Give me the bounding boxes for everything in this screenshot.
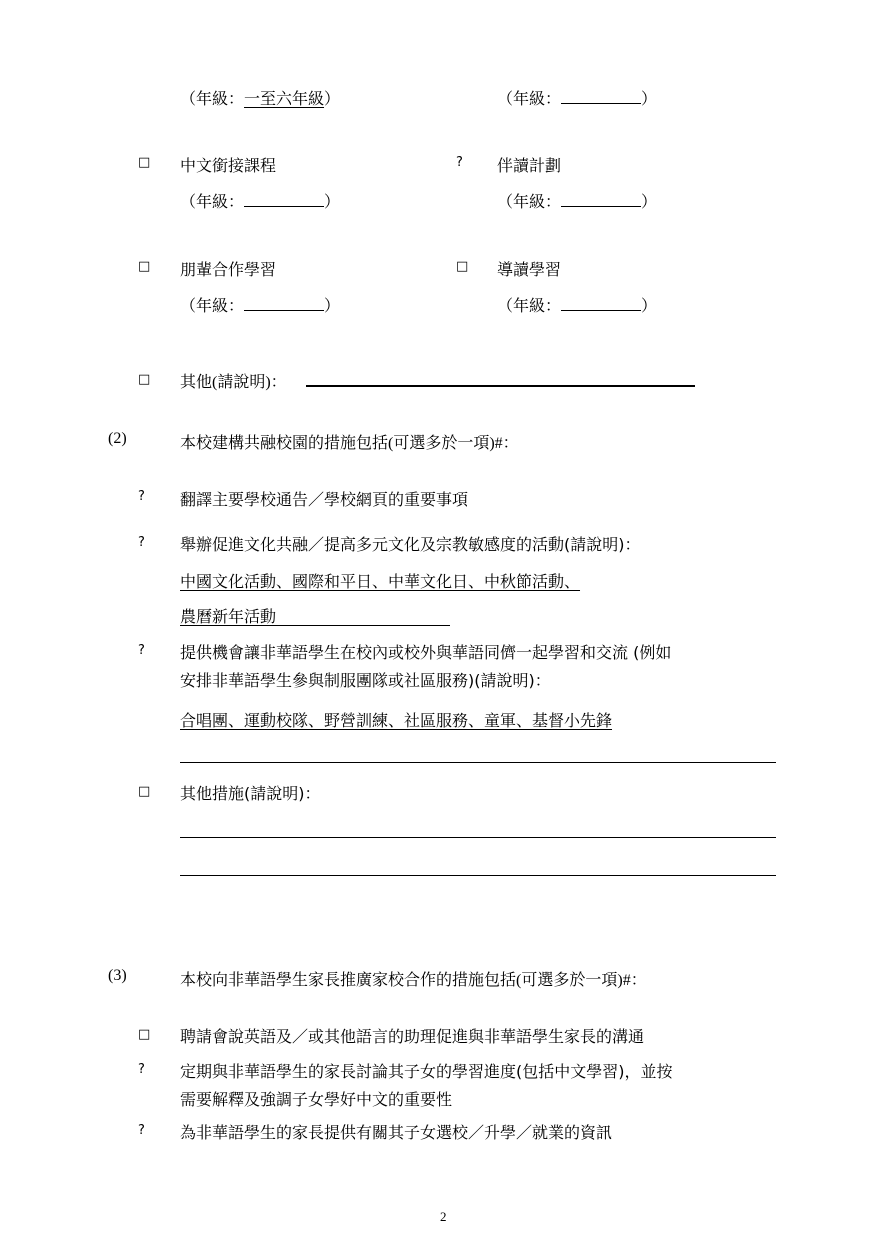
grade-blank[interactable] (561, 191, 641, 207)
answer-blank-line[interactable] (180, 837, 776, 838)
item-peer-exchange-line1: 提供機會讓非華語學生在校內或校外與華語同儕一起學習和交流 (例如 (180, 643, 672, 662)
grade-field-row0-left (180, 86, 340, 109)
section-number: (3) (108, 967, 127, 984)
grade-blank[interactable] (561, 88, 641, 104)
checkbox-other-measures[interactable]: □ (138, 784, 151, 799)
checkbox-other[interactable]: □ (138, 372, 151, 387)
section-title-part2: 的措施包括(可選多於一項)#： (436, 972, 647, 989)
option-label-peer-learning: 朋輩合作學習 (180, 260, 277, 279)
grade-field-paired-reading (497, 189, 657, 212)
item-other-measures: 其他措施(請說明)： (180, 784, 321, 803)
grade-prefix: （年級： (497, 89, 562, 108)
grade-blank[interactable] (244, 295, 324, 311)
grade-field-row0-right (497, 86, 657, 109)
item-progress-meetings-line1: 定期與非華語學生的家長討論其子女的學習進度(包括中文學習)，並按 (180, 1062, 673, 1081)
answer-peer-exchange[interactable]: 合唱團、運動校隊、野營訓練、社區服務、童軍、基督小先鋒 (180, 713, 613, 730)
option-label-bridging-course: 中文銜接課程 (180, 156, 277, 175)
checkbox-peer-exchange[interactable]: ? (138, 643, 145, 658)
grade-suffix: ） (324, 192, 341, 211)
grade-prefix: （年級： (497, 296, 562, 315)
section-number: (2) (108, 430, 127, 447)
checkbox-translate-notices[interactable]: ? (138, 489, 145, 504)
page-number: 2 (440, 1209, 447, 1224)
answer-blank-line[interactable] (180, 875, 776, 876)
item-peer-exchange-line2: 安排非華語學生參與制服團隊或社區服務)(請說明)： (180, 671, 551, 690)
section-title-emphasis: 推廣家校合作 (340, 970, 437, 989)
checkbox-school-choice-info[interactable]: ? (138, 1123, 145, 1138)
checkbox-hire-assistants[interactable]: □ (138, 1027, 151, 1042)
item-school-choice-info: 為非華語學生的家長提供有關其子女選校／升學／就業的資訊 (180, 1123, 613, 1142)
item-progress-meetings-line2: 需要解釋及強調子女學好中文的重要性 (180, 1090, 453, 1109)
section-title (180, 967, 647, 990)
answer-cultural-line1[interactable]: 中國文化活動、國際和平日、中華文化日、中秋節活動、 (180, 574, 581, 591)
grade-prefix: （年級： (497, 192, 562, 211)
option-label-guided-reading: 導讀學習 (497, 260, 562, 279)
other-label: 其他(請說明)： (180, 374, 287, 391)
grade-suffix: ） (324, 89, 341, 108)
grade-blank[interactable] (244, 191, 324, 207)
checkbox-guided-reading[interactable]: □ (456, 259, 469, 274)
checkbox-paired-reading[interactable]: ? (456, 155, 463, 170)
grade-field-guided-reading (497, 293, 657, 316)
grade-suffix: ） (641, 296, 658, 315)
item-hire-assistants: 聘請會說英語及／或其他語言的助理促進與非華語學生家長的溝通 (180, 1027, 645, 1046)
grade-prefix: （年級： (180, 296, 245, 315)
section-title-part1: 本校向非華語學生家長 (180, 972, 341, 989)
answer-blank-line[interactable] (180, 762, 776, 763)
answer-cultural-underline (180, 625, 450, 626)
grade-suffix: ） (324, 296, 341, 315)
checkbox-bridging-course[interactable]: □ (138, 155, 151, 170)
grade-prefix: （年級： (180, 192, 245, 211)
other-answer-line[interactable] (306, 385, 695, 387)
grade-prefix: （年級： (180, 89, 245, 108)
grade-value[interactable]: 一至六年級 (244, 89, 325, 108)
item-translate-notices: 翻譯主要學校通告／學校網頁的重要事項 (180, 490, 469, 509)
grade-blank[interactable] (561, 295, 641, 311)
section-title: 本校建構共融校園的措施包括(可選多於一項)#： (180, 435, 519, 452)
checkbox-cultural-activities[interactable]: ? (138, 535, 145, 550)
checkbox-peer-learning[interactable]: □ (138, 259, 151, 274)
grade-suffix: ） (641, 192, 658, 211)
item-cultural-activities: 舉辦促進文化共融／提高多元文化及宗教敏感度的活動(請說明)： (180, 535, 641, 554)
checkbox-progress-meetings[interactable]: ? (138, 1062, 145, 1077)
answer-cultural-line2[interactable]: 農曆新年活動 (180, 609, 277, 626)
grade-suffix: ） (641, 89, 658, 108)
grade-field-bridging-course (180, 189, 340, 212)
grade-field-peer-learning (180, 293, 340, 316)
option-label-paired-reading: 伴讀計劃 (497, 156, 562, 175)
